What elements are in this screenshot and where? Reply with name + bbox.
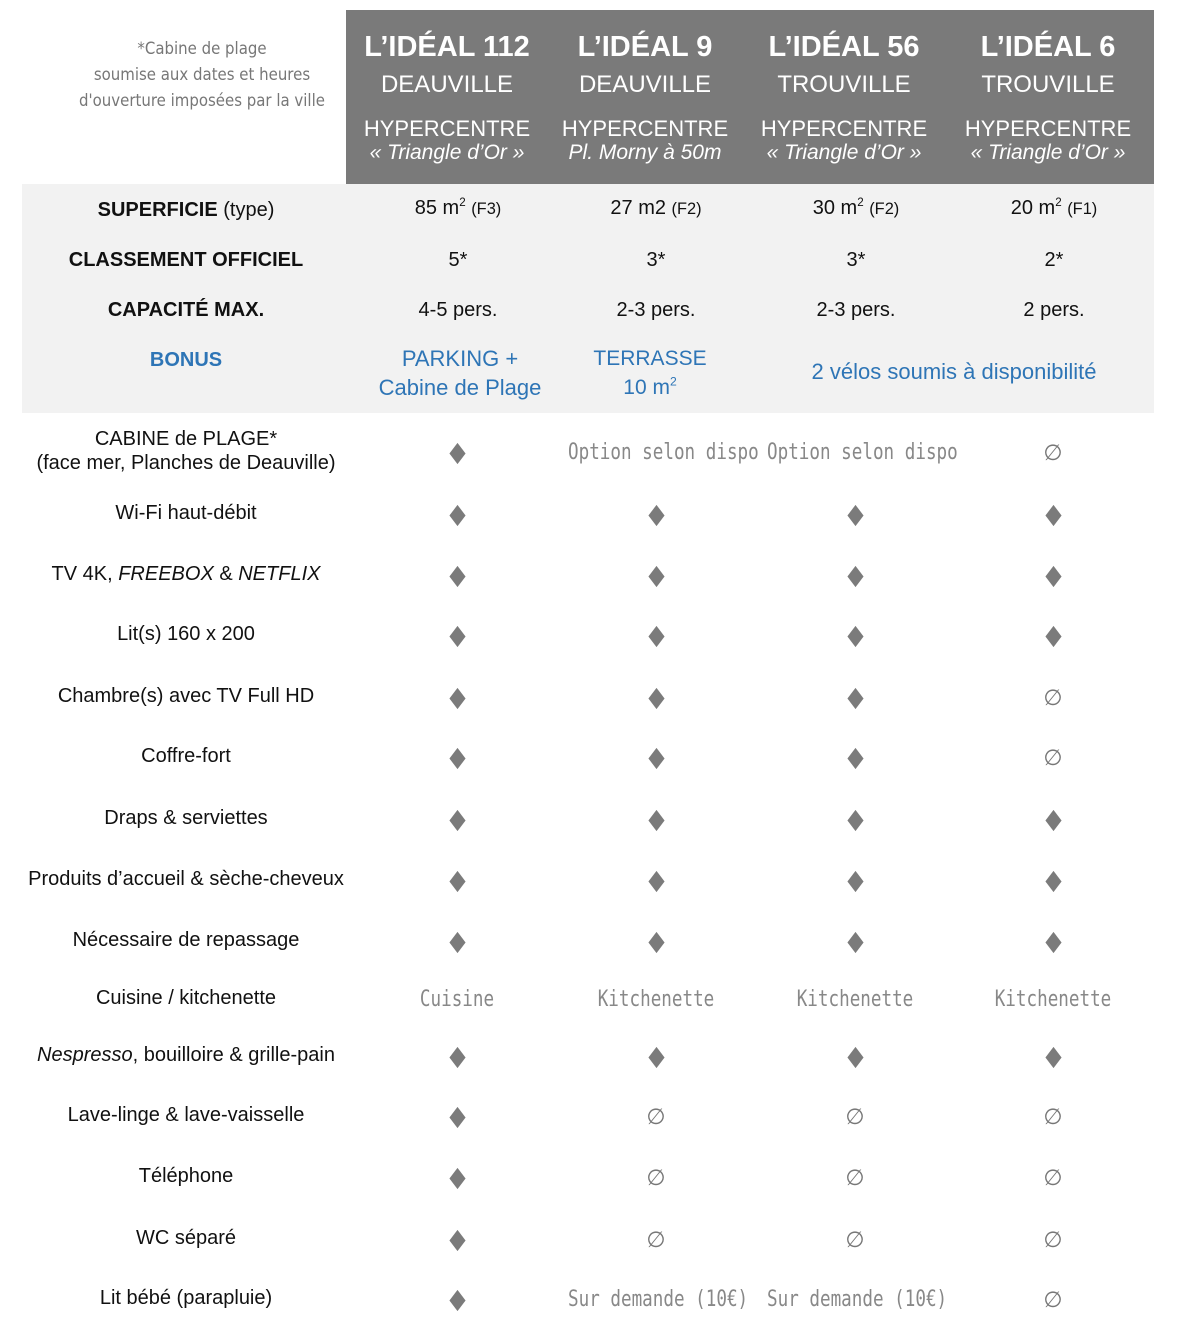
property-zone: HYPERCENTRE xyxy=(760,116,928,141)
area-type: (F2) xyxy=(869,200,900,218)
feature-value-text: Cuisine xyxy=(419,987,495,1012)
properties-header xyxy=(346,10,1154,184)
diamond-icon xyxy=(648,625,664,646)
not-available-icon: ∅ xyxy=(1043,745,1063,770)
note-line-3: d'ouverture imposées par la ville xyxy=(79,91,325,111)
diamond-icon xyxy=(449,809,465,830)
not-available-icon: ∅ xyxy=(845,1227,865,1252)
diamond-icon xyxy=(449,1289,465,1310)
classement-value: 5* xyxy=(448,249,468,271)
feature-label: Téléphone xyxy=(138,1165,234,1187)
feature-label: Lit(s) 160 x 200 xyxy=(117,623,255,645)
property-name: L’IDÉAL 56 xyxy=(768,31,920,63)
not-available-icon: ∅ xyxy=(1043,1104,1063,1129)
property-city: DEAUVILLE xyxy=(380,71,514,98)
not-available-icon: ∅ xyxy=(1043,1227,1063,1252)
note-line-2: soumise aux dates et heures xyxy=(93,65,311,85)
feature-label-line: CABINE de PLAGE* xyxy=(94,428,278,450)
bonus-terrasse xyxy=(550,344,750,402)
superficie-value xyxy=(358,195,558,222)
bonus-bikes: 2 vélos soumis à disponibilité xyxy=(811,359,1097,384)
capacite-label: CAPACITÉ MAX. xyxy=(107,299,265,321)
diamond-icon xyxy=(449,1167,465,1188)
property-detail: « Triangle d’Or » xyxy=(970,141,1126,164)
feature-label: Cuisine / kitchenette xyxy=(95,987,277,1009)
diamond-icon xyxy=(847,565,863,586)
feature-label xyxy=(0,1042,372,1068)
diamond-icon xyxy=(648,931,664,952)
diamond-icon xyxy=(449,625,465,646)
feature-value-text: Option selon dispo xyxy=(767,440,958,465)
terrasse-area: 10 m xyxy=(623,376,670,399)
area-sup: 2 xyxy=(857,195,864,209)
diamond-icon xyxy=(648,809,664,830)
area-number: 85 m xyxy=(414,197,460,219)
superficie-label xyxy=(0,197,372,223)
property-name: L’IDÉAL 112 xyxy=(364,31,530,63)
feature-label: Lave-linge & lave-vaisselle xyxy=(67,1104,305,1126)
feature-label-part: NETFLIX xyxy=(238,563,321,585)
not-available-icon: ∅ xyxy=(1043,685,1063,710)
not-available-icon: ∅ xyxy=(646,1165,666,1190)
not-available-icon: ∅ xyxy=(646,1104,666,1129)
diamond-icon xyxy=(449,1229,465,1250)
area-number: 27 m2 xyxy=(610,197,666,219)
diamond-icon xyxy=(449,747,465,768)
bonus-line: TERRASSE xyxy=(593,347,707,370)
not-available-icon: ∅ xyxy=(1043,440,1063,465)
diamond-icon xyxy=(1045,504,1061,525)
diamond-icon xyxy=(847,625,863,646)
diamond-icon xyxy=(847,1046,863,1067)
diamond-icon xyxy=(648,870,664,891)
diamond-icon xyxy=(1045,809,1061,830)
property-detail: « Triangle d’Or » xyxy=(766,141,922,164)
diamond-icon xyxy=(1045,870,1061,891)
diamond-icon xyxy=(449,565,465,586)
diamond-icon xyxy=(847,747,863,768)
property-zone: HYPERCENTRE xyxy=(561,116,729,141)
feature-value-text: Kitchenette xyxy=(597,987,715,1012)
feature-label xyxy=(0,427,372,475)
feature-label-part: , bouilloire & grille-pain xyxy=(132,1044,335,1066)
classement-label: CLASSEMENT OFFICIEL xyxy=(68,249,304,271)
feature-value-text: Sur demande (10€) xyxy=(568,1287,749,1312)
superficie-label-suffix: (type) xyxy=(223,199,275,221)
capacite-value: 4-5 pers. xyxy=(418,299,498,321)
property-city: DEAUVILLE xyxy=(578,71,712,98)
capacite-value: 2-3 pers. xyxy=(816,299,896,321)
feature-label: Lit bébé (parapluie) xyxy=(99,1287,273,1309)
terrasse-sup: 2 xyxy=(669,374,677,389)
bonus-line: PARKING + xyxy=(401,346,519,371)
feature-label: Nécessaire de repassage xyxy=(72,929,300,951)
diamond-icon xyxy=(847,504,863,525)
diamond-icon xyxy=(1045,565,1061,586)
classement-value: 3* xyxy=(646,249,666,271)
not-available-icon: ∅ xyxy=(646,1227,666,1252)
property-name: L’IDÉAL 9 xyxy=(577,31,713,63)
diamond-icon xyxy=(449,1046,465,1067)
bonus-line xyxy=(550,373,750,402)
diamond-icon xyxy=(449,1106,465,1127)
feature-label: Wi-Fi haut-débit xyxy=(115,502,257,524)
diamond-icon xyxy=(449,870,465,891)
feature-label-part: FREEBOX xyxy=(118,563,214,585)
not-available-icon: ∅ xyxy=(845,1104,865,1129)
superficie-value xyxy=(556,195,756,222)
feature-label: Chambre(s) avec TV Full HD xyxy=(57,685,315,707)
feature-label-line: (face mer, Planches de Deauville) xyxy=(36,452,336,474)
feature-label-part: Nespresso xyxy=(37,1044,133,1066)
feature-value-text: Option selon dispo xyxy=(568,440,759,465)
not-available-icon: ∅ xyxy=(845,1165,865,1190)
diamond-icon xyxy=(648,565,664,586)
property-detail: Pl. Morny à 50m xyxy=(568,141,722,164)
superficie-label-main: SUPERFICIE xyxy=(97,199,218,221)
diamond-icon xyxy=(1045,625,1061,646)
area-number: 30 m xyxy=(812,197,858,219)
diamond-icon xyxy=(449,687,465,708)
property-city: TROUVILLE xyxy=(981,71,1115,98)
area-type: (F1) xyxy=(1067,200,1098,218)
property-zone: HYPERCENTRE xyxy=(363,116,531,141)
feature-label-part: TV 4K, xyxy=(51,563,119,585)
diamond-icon xyxy=(847,687,863,708)
feature-value-text: Kitchenette xyxy=(796,987,914,1012)
property-zone: HYPERCENTRE xyxy=(964,116,1132,141)
feature-value-text: Kitchenette xyxy=(994,987,1112,1012)
feature-label: Coffre-fort xyxy=(141,745,231,767)
area-number: 20 m xyxy=(1010,197,1056,219)
capacite-value: 2 pers. xyxy=(1023,299,1085,321)
diamond-icon xyxy=(847,870,863,891)
diamond-icon xyxy=(1045,931,1061,952)
bonus-line: Cabine de Plage xyxy=(378,375,542,400)
diamond-icon xyxy=(648,747,664,768)
diamond-icon xyxy=(648,687,664,708)
feature-label: WC séparé xyxy=(135,1227,237,1249)
superficie-value xyxy=(756,195,956,222)
note-line-1: *Cabine de plage xyxy=(137,39,267,59)
diamond-icon xyxy=(449,931,465,952)
property-name: L’IDÉAL 6 xyxy=(980,31,1116,63)
feature-value-text: Sur demande (10€) xyxy=(767,1287,948,1312)
property-detail: « Triangle d’Or » xyxy=(369,141,525,164)
feature-label-part: & xyxy=(213,563,239,585)
classement-value: 3* xyxy=(846,249,866,271)
not-available-icon: ∅ xyxy=(1043,1287,1063,1312)
diamond-icon xyxy=(847,809,863,830)
not-available-icon: ∅ xyxy=(1043,1165,1063,1190)
property-city: TROUVILLE xyxy=(777,71,911,98)
diamond-icon xyxy=(648,504,664,525)
diamond-icon xyxy=(449,442,465,463)
superficie-value xyxy=(954,195,1154,222)
bonus-label: BONUS xyxy=(149,349,223,371)
diamond-icon xyxy=(847,931,863,952)
diamond-icon xyxy=(449,504,465,525)
bonus-parking-cabine xyxy=(360,344,560,402)
feature-label: Draps & serviettes xyxy=(104,807,268,829)
area-sup: 2 xyxy=(1055,195,1062,209)
area-type: (F2) xyxy=(671,200,702,218)
area-sup: 2 xyxy=(459,195,466,209)
classement-value: 2* xyxy=(1044,249,1064,271)
diamond-icon xyxy=(648,1046,664,1067)
capacite-value: 2-3 pers. xyxy=(616,299,696,321)
feature-label xyxy=(0,561,372,587)
area-type: (F3) xyxy=(471,200,502,218)
beach-cabin-note xyxy=(70,36,334,114)
diamond-icon xyxy=(1045,1046,1061,1067)
feature-label: Produits d’accueil & sèche-cheveux xyxy=(28,868,344,890)
